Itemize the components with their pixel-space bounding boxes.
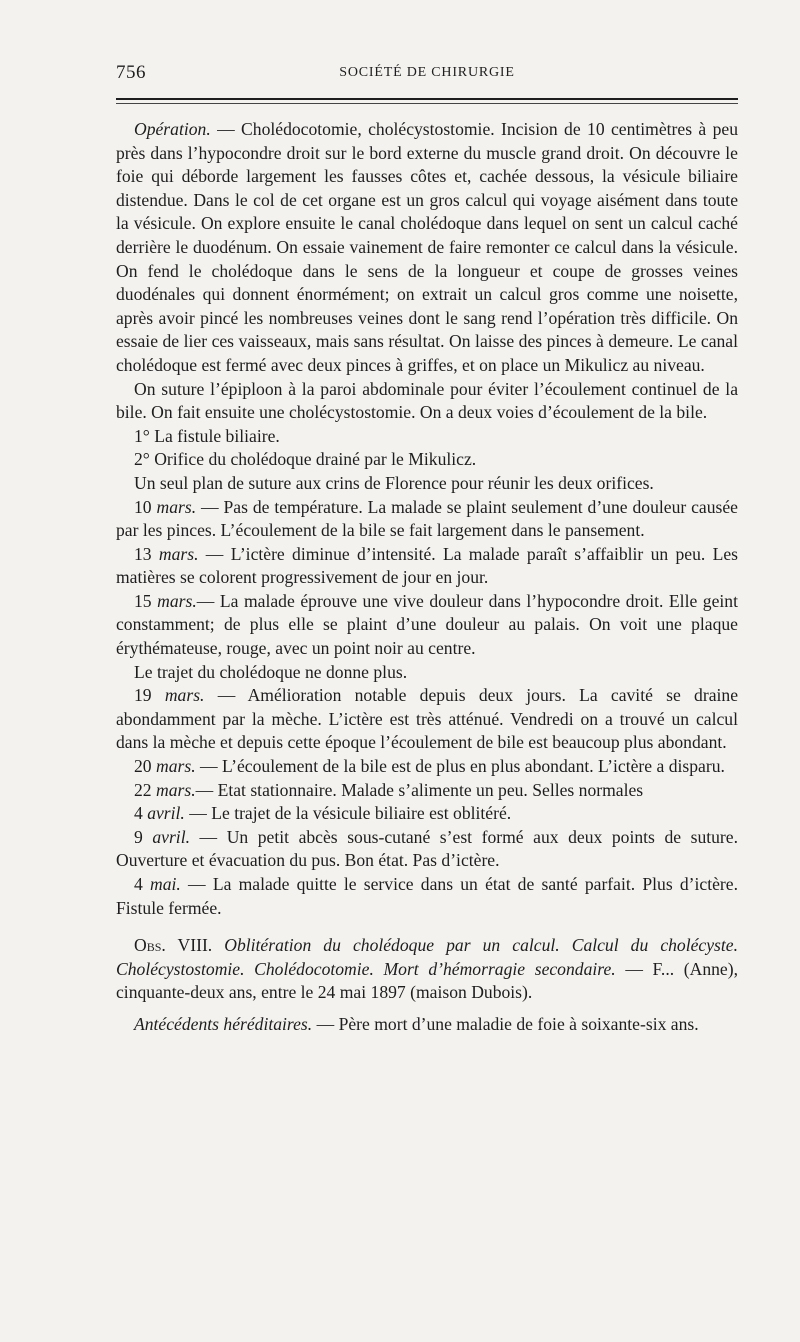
paragraph-text: — La malade éprouve une vive douleur dans l’hypocondre droit. Elle geint constamment; de plus elle se plaint d’une douleur au palais. On voit une plaque érythémateuse, rouge, avec un point noir au centre.	[116, 590, 738, 659]
journal-entry	[116, 802, 738, 826]
paragraph-lead: Opération.	[134, 119, 211, 139]
entry-day: 22	[134, 779, 156, 800]
paragraph-text: — Le trajet de la vésicule biliaire est oblitéré.	[184, 803, 512, 824]
paragraph-text: — Cholédocotomie, cholécystostomie. Incision de 10 centimètres à peu près dans l’hypocondre droit sur le bord externe du muscle grand droit. On découvre le foie qui déborde largement les fausses côtes et, cachée dessous, la vésicule biliaire distendue. Dans le col de cet organe est un gros calcul qui voyage aisément dans toute la vésicule. On explore ensuite le canal cholédoque dans lequel on sent un calcul caché derrière le duodénum. On essaie vainement de faire remonter ce calcul dans la vésicule. On fend le cholédoque dans le sens de la longueur et coupe de grosses veines duodénales qui donnent énormément; on extrait un calcul gros comme une noisette, après avoir pincé les nombreuses veines dont le sang rend l’opération très difficile. On essaie de lier ces vaisseaux, mais sans résultat. On laisse des pinces à demeure. Le canal cholédoque est fermé avec deux pinces à griffes, et on place un Mikulicz au niveau.	[116, 119, 738, 375]
paragraph-operation	[116, 118, 738, 378]
entry-day: 13	[134, 543, 159, 564]
entry-month: mars.	[164, 685, 205, 706]
section-gap	[116, 920, 738, 934]
antecedents-lead: Antécédents héréditaires.	[134, 1013, 313, 1034]
journal-entry	[116, 826, 738, 873]
entry-day: 20	[134, 756, 156, 777]
paragraph-text: — Un petit abcès sous-cutané s’est formé aux deux points de suture. Ouverture et évacuation du pus. Bon état. Pas d’ictère.	[116, 826, 738, 871]
entry-day: 4	[134, 874, 151, 894]
observation-heading	[116, 934, 738, 1005]
entry-month: mars.	[156, 756, 196, 777]
section-gap	[116, 1005, 738, 1013]
running-title: SOCIÉTÉ DE CHIRURGIE	[339, 65, 515, 80]
paragraph-text: 1° La fistule biliaire.	[134, 425, 280, 446]
antecedents-paragraph	[116, 1013, 738, 1037]
list-item	[116, 425, 738, 449]
antecedents-text: — Père mort d’une maladie de foie à soixante-six ans.	[312, 1013, 699, 1034]
header-rule	[116, 98, 738, 100]
paragraph-text: Un seul plan de suture aux crins de Florence pour réunir les deux orifices.	[134, 472, 654, 493]
paragraph-text: — Amélioration notable depuis deux jours. La cavité se draine abondamment par la mèche. L’ictère est très atténué. Vendredi on a trouvé un calcul dans la mèche et depuis cette époque l’écoulement de bile est beaucoup plus abondant.	[116, 685, 738, 753]
body-text	[116, 118, 738, 1037]
entry-month: mars.	[158, 543, 199, 564]
journal-entry	[116, 543, 738, 590]
entry-day: 10	[134, 496, 157, 517]
paragraph-text: On suture l’épiploon à la paroi abdominale pour éviter l’écoulement continuel de la bile. On fait ensuite une cholécystostomie. On a deux voies d’écoulement de la bile.	[116, 378, 738, 423]
paragraph-text: 2° Orifice du cholédoque drainé par le Mikulicz.	[134, 449, 477, 470]
list-item	[116, 448, 738, 472]
entry-month: mai.	[150, 874, 181, 894]
page-number: 756	[116, 62, 146, 83]
entry-day: 9	[134, 826, 153, 847]
paragraph-text: — La malade quitte le service dans un état de santé parfait. Plus d’ictère. Fistule fermée.	[116, 874, 738, 918]
paragraph-text: — Etat stationnaire. Malade s’alimente un peu. Selles normales	[195, 779, 644, 800]
observation-text: — F... (Anne), cinquante-deux ans, entre le 24 mai 1897 (maison Dubois).	[116, 958, 738, 1003]
paragraph	[116, 472, 738, 496]
entry-month: mars.	[157, 590, 197, 611]
entry-day: 19	[134, 685, 165, 706]
entry-day: 4	[134, 803, 148, 824]
header-rule-thin	[116, 103, 738, 104]
observation-label: Obs. VIII.	[134, 935, 213, 956]
page-header	[116, 62, 738, 88]
entry-month: mars.	[156, 496, 197, 517]
paragraph	[116, 378, 738, 425]
journal-entry	[116, 873, 738, 920]
journal-entry	[116, 590, 738, 661]
paragraph-text: Le trajet du cholédoque ne donne plus.	[134, 661, 408, 682]
paragraph-text: — L’écoulement de la bile est de plus en plus abondant. L’ictère a disparu.	[195, 756, 725, 777]
entry-month: avril.	[152, 826, 190, 847]
entry-month: mars.	[156, 779, 196, 800]
entry-month: avril.	[147, 803, 185, 824]
observation-title: Oblitération du cholédoque par un calcul. Calcul du cholécyste. Cholécystostomie. Cholédocotomie. Mort d’hémorragie secondaire.	[116, 935, 738, 979]
paragraph-text: — L’ictère diminue d’intensité. La malade paraît s’affaiblir un peu. Les matières se colorent progressivement de jour en jour.	[116, 543, 738, 588]
entry-day: 15	[134, 590, 158, 611]
journal-entry	[116, 496, 738, 543]
journal-entry	[116, 755, 738, 779]
journal-entry	[116, 684, 738, 755]
journal-entry	[116, 779, 738, 803]
paragraph	[116, 661, 738, 685]
paragraph-text: — Pas de température. La malade se plaint seulement d’une douleur causée par les pinces. L’écoulement de la bile se fait largement dans le pansement.	[116, 496, 738, 541]
